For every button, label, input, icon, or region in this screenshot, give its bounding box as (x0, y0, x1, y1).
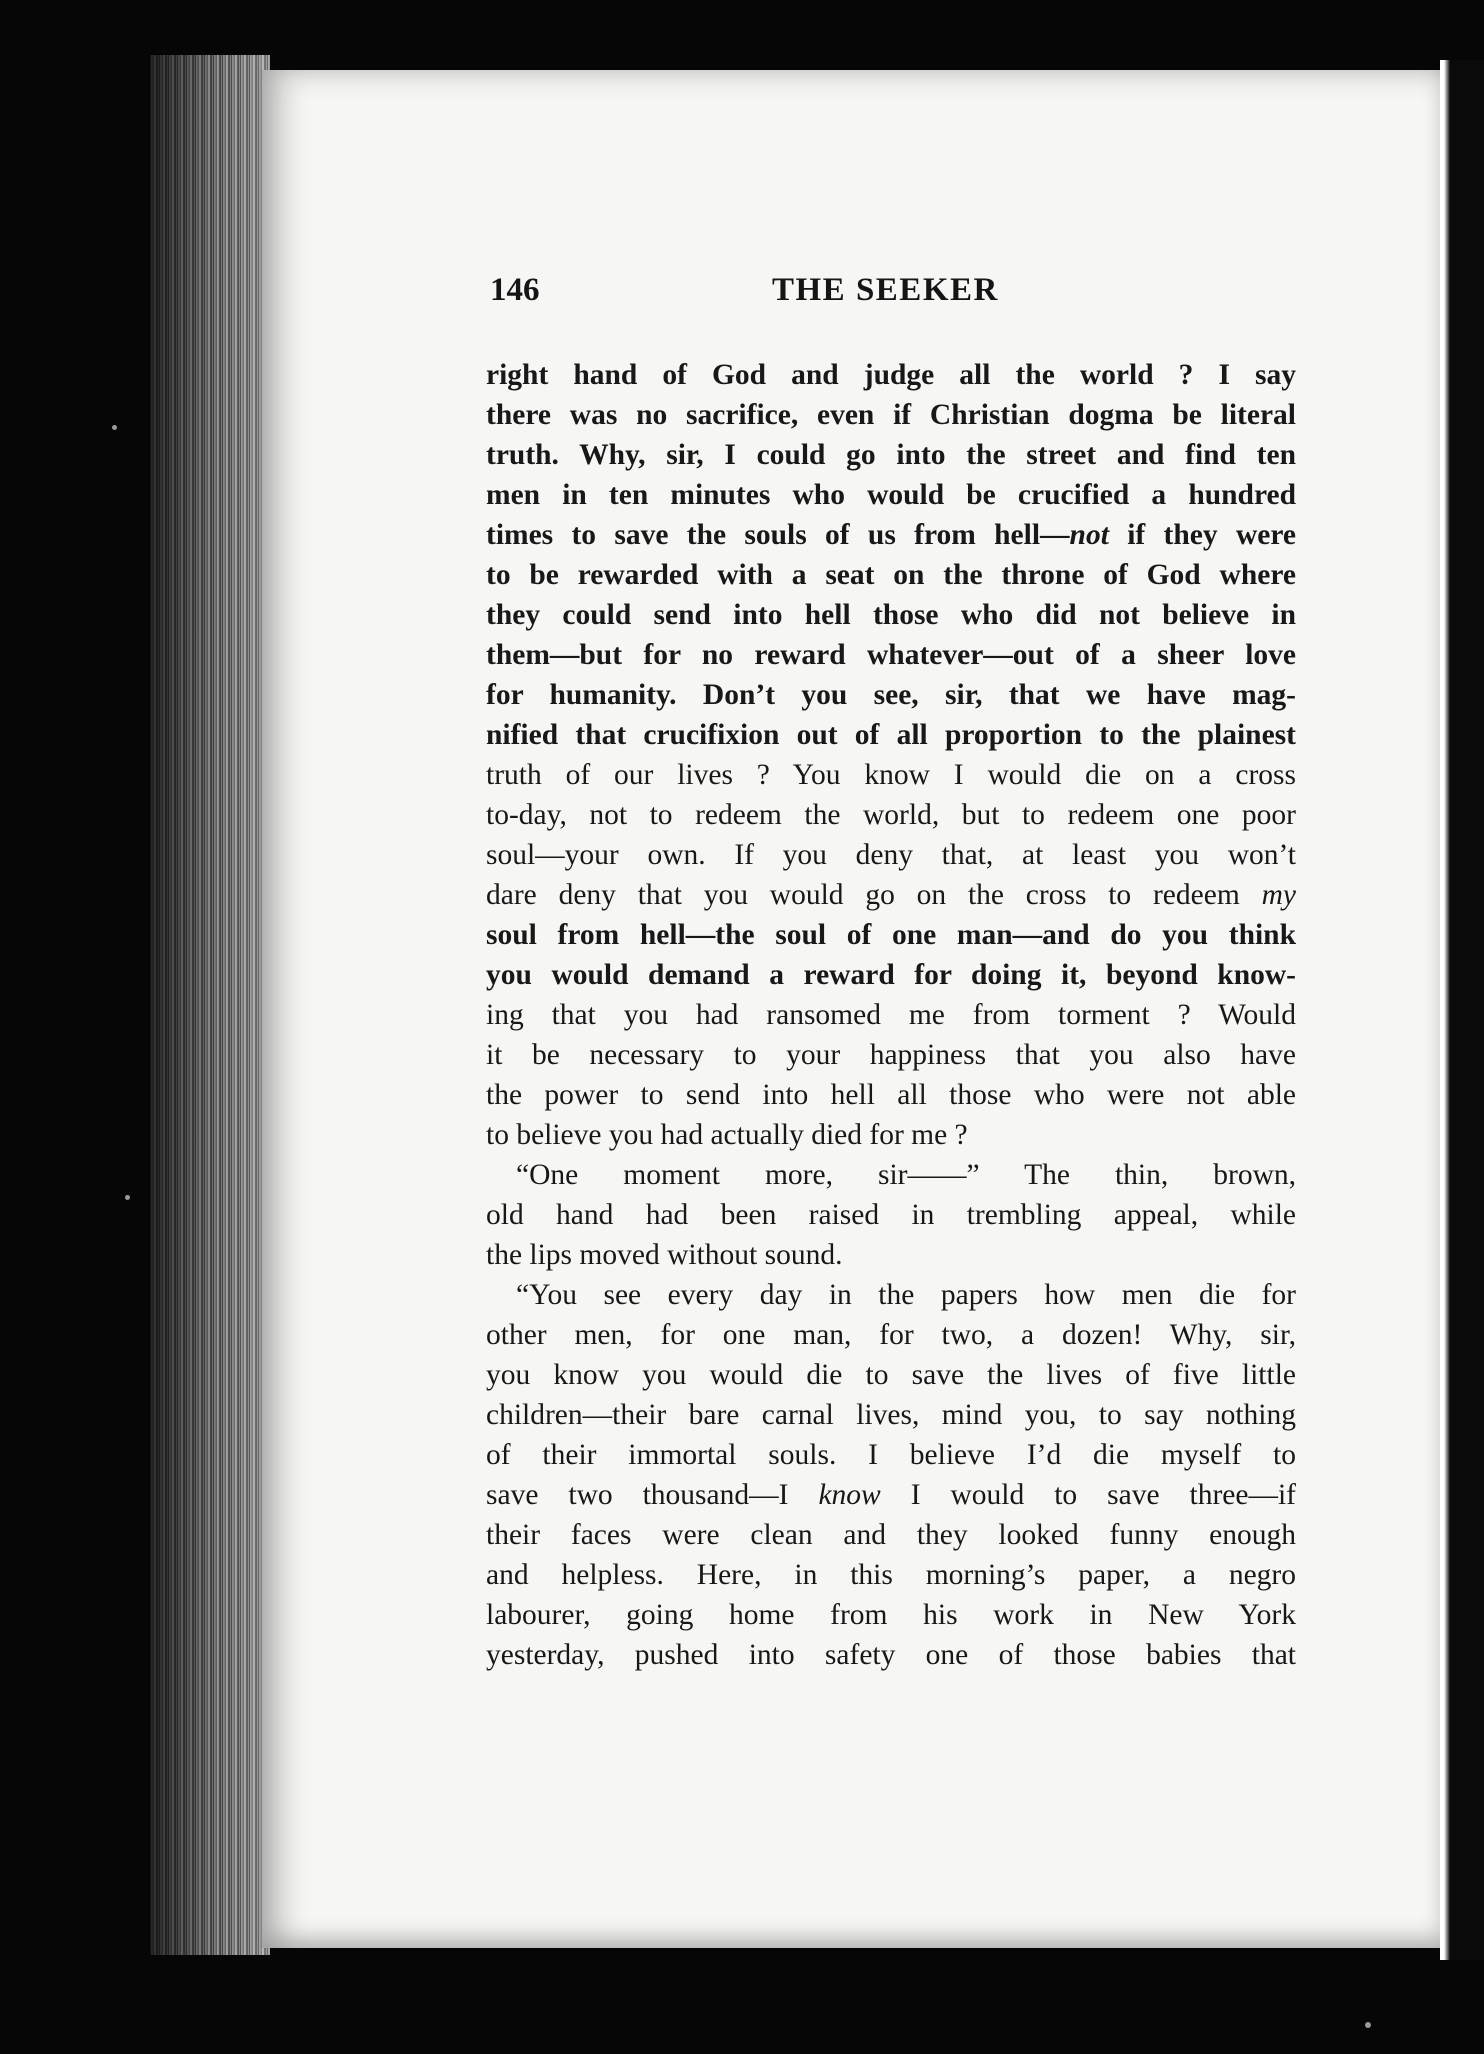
text-line: to-day, not to redeem the world, but to redeem one poor (486, 799, 1296, 831)
scan-speck (125, 1195, 130, 1200)
text-line: the lips moved without sound. (486, 1239, 843, 1271)
text-fragment: I would to save three—if (880, 1479, 1296, 1511)
text-line: other men, for one man, for two, a dozen! Why, sir, (486, 1319, 1296, 1351)
running-title: THE SEEKER (772, 272, 999, 308)
running-head (490, 272, 1290, 316)
text-line: them—but for no reward whatever—out of a sheer love (486, 639, 1296, 671)
text-line: you know you would die to save the lives of five little (486, 1359, 1296, 1391)
body-text (486, 355, 1296, 1675)
text-line: truth of our lives ? You know I would die on a cross (486, 759, 1296, 791)
text-line: right hand of God and judge all the world ? I say (486, 359, 1296, 391)
text-line: truth. Why, sir, I could go into the street and find ten (486, 439, 1296, 471)
scan-speck (1365, 2022, 1371, 2028)
text-line: their faces were clean and they looked funny enough (486, 1519, 1296, 1551)
text-line: soul—your own. If you deny that, at least you won’t (486, 839, 1296, 871)
text-line: you would demand a reward for doing it, beyond know- (486, 959, 1296, 991)
text-fragment: times to save the souls of us from hell— (486, 519, 1070, 551)
text-line: the power to send into hell all those who were not able (486, 1079, 1296, 1111)
facing-page-edge (1440, 60, 1484, 1960)
text-fragment: dare deny that you would go on the cross to redeem (486, 879, 1262, 911)
text-line (486, 515, 1296, 555)
text-line: to be rewarded with a seat on the throne of God where (486, 559, 1296, 591)
text-line: children—their bare carnal lives, mind you, to say nothing (486, 1399, 1296, 1431)
text-line: yesterday, pushed into safety one of those babies that (486, 1639, 1296, 1671)
text-line: old hand had been raised in trembling appeal, while (486, 1199, 1296, 1231)
text-line: nified that crucifixion out of all proportion to the plainest (486, 719, 1296, 751)
text-line: ing that you had ransomed me from torment ? Would (486, 999, 1296, 1031)
text-line: there was no sacrifice, even if Christian dogma be literal (486, 399, 1296, 431)
page-number: 146 (490, 272, 540, 308)
italic-word: know (818, 1479, 881, 1511)
text-line: men in ten minutes who would be crucified a hundred (486, 479, 1296, 511)
text-line (486, 875, 1296, 915)
text-line: to believe you had actually died for me ? (486, 1119, 968, 1151)
text-fragment: if they were (1108, 519, 1296, 551)
text-line: “One moment more, sir——” The thin, brown, (516, 1159, 1296, 1191)
text-line: “You see every day in the papers how men die for (516, 1279, 1296, 1311)
text-fragment: save two thousand—I (486, 1479, 819, 1511)
text-line: soul from hell—the soul of one man—and do you think (486, 919, 1296, 951)
italic-word: not (1069, 519, 1109, 551)
text-line (486, 1475, 1296, 1515)
page-edge-shadow (150, 55, 270, 1955)
text-line: it be necessary to your happiness that you also have (486, 1039, 1296, 1071)
text-line: of their immortal souls. I believe I’d die myself to (486, 1439, 1296, 1471)
scan-speck (112, 425, 117, 430)
italic-word: my (1261, 879, 1296, 911)
text-line: for humanity. Don’t you see, sir, that we have mag- (486, 679, 1296, 711)
text-line: and helpless. Here, in this morning’s paper, a negro (486, 1559, 1296, 1591)
text-line: they could send into hell those who did not believe in (486, 599, 1296, 631)
text-line: labourer, going home from his work in New York (486, 1599, 1296, 1631)
